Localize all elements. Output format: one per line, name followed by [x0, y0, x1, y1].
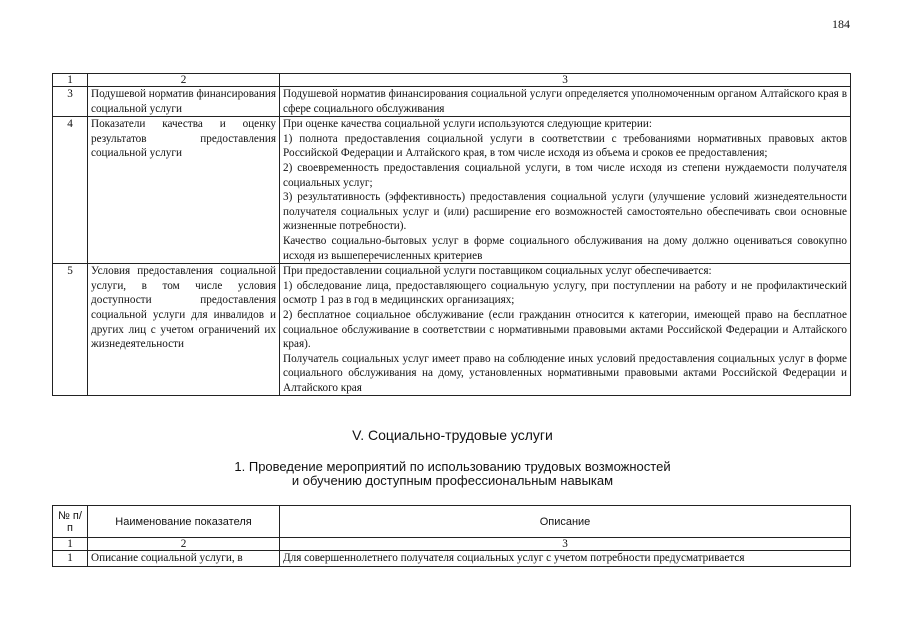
header-cell: 2	[88, 74, 280, 87]
description-paragraph: Получатель социальных услуг имеет право на соблюдение иных условий предоставления социальных услуг в форме социального обслуживания на дому, установленных нормативными правовыми актами Российской Федерации и Алтайского края	[283, 352, 847, 394]
description-paragraph: Качество социально-бытовых услуг в форме социального обслуживания на дому должно оцениваться совокупно исходя из вышеперечисленных критериев	[283, 234, 847, 262]
description-paragraph: 2) бесплатное социальное обслуживание (если гражданин относится к категории, имеющей право на бесплатное социальное обслуживание в соответствии с нормативными правовыми актами Российской Федерации и Алтайского края).	[283, 308, 847, 351]
page-number: 184	[832, 17, 850, 31]
subsection-title-line: и обучению доступным профессиональным навыкам	[291, 473, 614, 488]
header-cell: 3	[280, 538, 851, 551]
header-cell: 2	[88, 538, 280, 551]
indicator-description	[280, 117, 851, 264]
table-row	[53, 551, 851, 567]
indicator-name: Подушевой норматив финансирования социальной услуги	[88, 87, 280, 117]
bottom-table	[52, 505, 851, 567]
table-row	[53, 264, 851, 396]
description-paragraph: 1) полнота предоставления социальной услуги в соответствии с требованиями нормативных правовых актов Российской Федерации и Алтайского края, в том числе исходя из объема и сроков ее предоставления;	[283, 132, 847, 160]
header-cell: 1	[53, 538, 88, 551]
description-paragraph: При предоставлении социальной услуги поставщиком социальных услуг обеспечивается:	[283, 265, 712, 278]
indicator-description: Для совершеннолетнего получателя социальных услуг с учетом потребности предусматривается	[280, 551, 851, 567]
description-paragraph: Подушевой норматив финансирования социальной услуги определяется уполномоченным органом Алтайского края в сфере социального обслуживания	[283, 88, 847, 115]
description-paragraph: При оценке качества социальной услуги используются следующие критерии:	[283, 118, 652, 131]
row-number: 1	[53, 551, 88, 567]
table-header-row	[53, 74, 851, 87]
indicator-name: Показатели качества и оценку результатов предоставления социальной услуги	[88, 117, 280, 264]
description-paragraph: 2) своевременность предоставления социальной услуги, в том числе исходя из степени нуждаемости получателя социальных услуг;	[283, 161, 847, 189]
column-header-row	[53, 506, 851, 538]
subsection-title	[0, 460, 905, 488]
top-table	[52, 73, 851, 396]
header-cell: 3	[280, 74, 851, 87]
header-cell: 1	[53, 74, 88, 87]
row-number: 3	[53, 87, 88, 117]
column-header-number: № п/п	[53, 506, 88, 538]
subsection-title-line: 1. Проведение мероприятий по использованию трудовых возможностей	[234, 459, 671, 474]
column-header-name: Наименование показателя	[88, 506, 280, 538]
table-header-row	[53, 538, 851, 551]
indicator-name: Описание социальной услуги, в	[88, 551, 280, 567]
description-paragraph: 3) результативность (эффективность) предоставления социальной услуги (улучшение условий жизнедеятельности получателя социальных услуг и (или) расширение его возможностей самостоятельно обеспечивать свои основные жизненные потребности).	[283, 191, 847, 233]
table-row	[53, 87, 851, 117]
column-header-description: Описание	[280, 506, 851, 538]
row-number: 5	[53, 264, 88, 396]
table-row	[53, 117, 851, 264]
section-title: V. Социально-трудовые услуги	[352, 427, 553, 443]
row-number: 4	[53, 117, 88, 264]
indicator-description	[280, 264, 851, 396]
indicator-description	[280, 87, 851, 117]
description-paragraph: 1) обследование лица, предоставляющего социальную услугу, при поступлении на работу и не профилактический осмотр 1 раз в год в медицинских организациях;	[283, 279, 847, 307]
indicator-name: Условия предоставления социальной услуги, в том числе условия доступности предоставления социальной услуги для инвалидов и других лиц с учетом ограничений их жизнедеятельности	[88, 264, 280, 396]
